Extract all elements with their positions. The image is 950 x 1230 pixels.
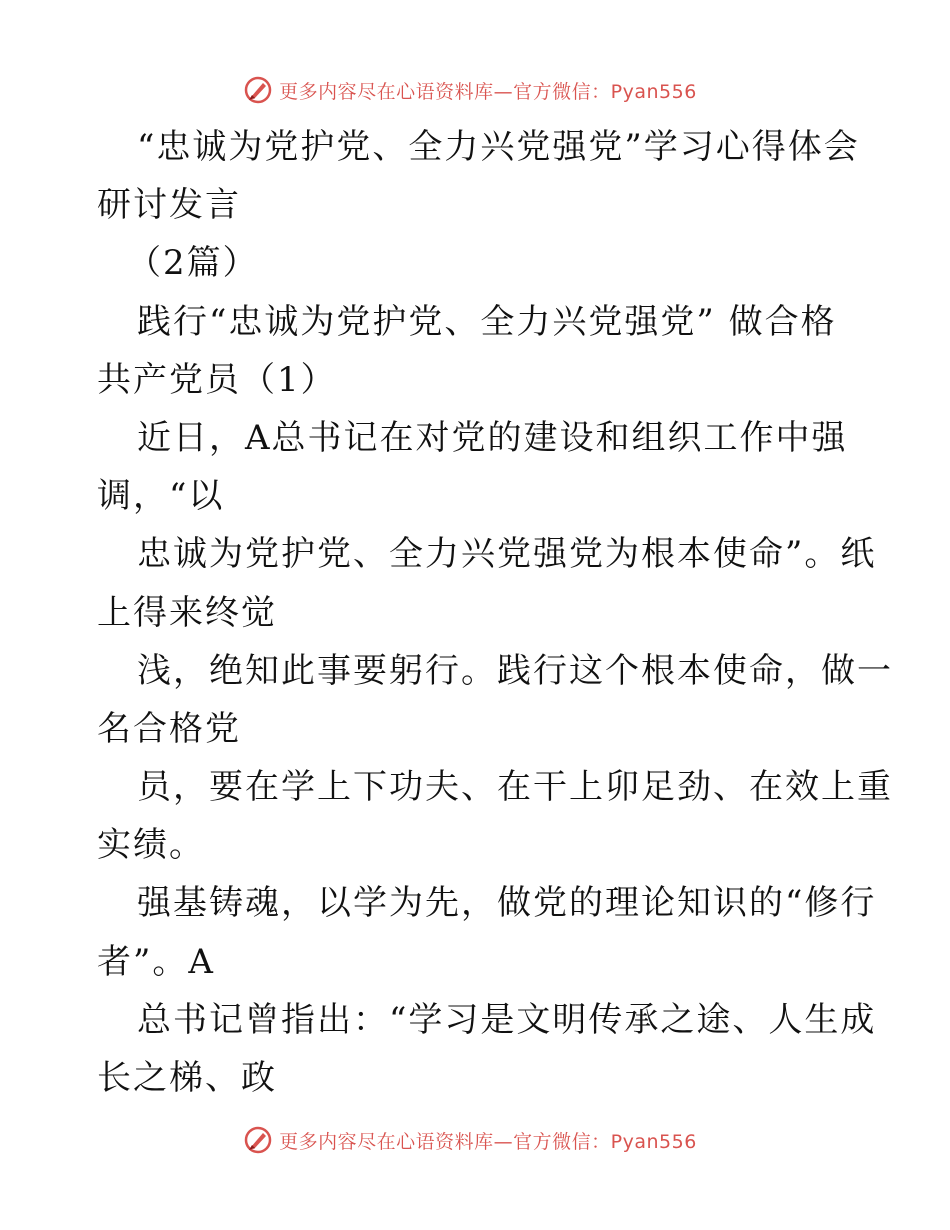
doc-line-paragraph: 名合格党	[97, 708, 241, 749]
doc-line-paragraph: 实绩。	[97, 825, 205, 866]
doc-line-title-2: 研讨发言	[97, 185, 241, 226]
doc-line-paragraph: 长之梯、政	[97, 1058, 277, 1098]
doc-line-paragraph: 员，要在学上下功夫、在干上卯足劲、在效上重	[137, 767, 893, 808]
pen-logo-icon	[243, 1125, 273, 1155]
doc-line-paragraph: 近日，A总书记在对党的建设和组织工作中强	[137, 417, 848, 458]
doc-line-paragraph: 者”。A	[97, 941, 215, 982]
doc-line-paragraph: 调，“以	[97, 476, 225, 517]
document-body	[97, 118, 893, 1107]
header-watermark-banner	[0, 73, 950, 107]
doc-line-paragraph: 总书记曾指出：“学习是文明传承之途、人生成	[137, 999, 877, 1040]
doc-line-subtitle-2: 共产党员（1）	[97, 359, 337, 400]
footer-watermark-text: 更多内容尽在心语资料库—官方微信：Pyan556	[279, 1130, 697, 1153]
doc-line-paragraph: 上得来终觉	[97, 592, 277, 633]
doc-line-paragraph: 强基铸魂，以学为先，做党的理论知识的“修行	[137, 883, 877, 924]
header-watermark-text: 更多内容尽在心语资料库—官方微信：Pyan556	[279, 80, 697, 103]
doc-line-subtitle-1: 践行“忠诚为党护党、全力兴党强党” 做合格	[137, 301, 837, 342]
footer-watermark-banner	[0, 1123, 950, 1157]
pen-logo-icon	[243, 75, 273, 105]
doc-line-paragraph: 忠诚为党护党、全力兴党强党为根本使命”。纸	[137, 534, 877, 575]
doc-line-title-1: “忠诚为党护党、全力兴党强党”学习心得体会	[137, 127, 860, 167]
doc-line-count: （2篇）	[127, 243, 259, 284]
doc-line-paragraph: 浅，绝知此事要躬行。践行这个根本使命，做一	[137, 650, 893, 691]
